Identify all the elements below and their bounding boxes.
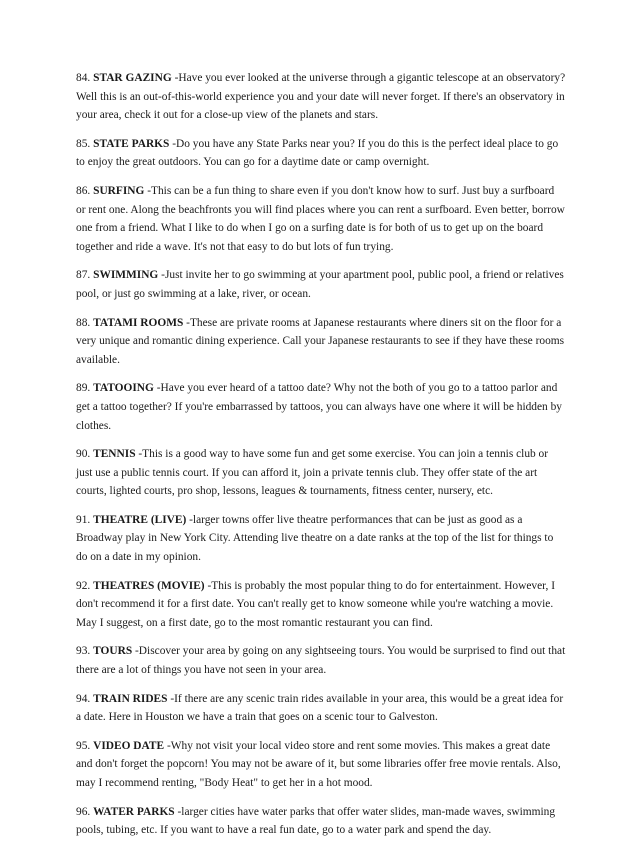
entry-text: -This is a good way to have some fun and get some exercise. You can join a tennis club or just use a public tennis court. If you can afford it, join a private tennis club. They offer state of the art courts, lighted courts, pro shop, lessons, leagues & tournaments, fitness center, nursery, etc. bbox=[76, 448, 549, 498]
entry-title: THEATRE (LIVE) bbox=[93, 513, 187, 526]
entry-88 bbox=[76, 314, 566, 370]
entry-text: -Have you ever heard of a tattoo date? Why not the both of you go to a tattoo parlor and get a tattoo together? If you're embarrassed by tattoos, you can always have one where it will be hidden by clothes. bbox=[76, 382, 562, 432]
entry-number: 87. bbox=[76, 269, 91, 282]
entry-text: -larger towns offer live theatre performances that can be just as good as a Broadway play in New York City. Attending live theatre on a date ranks at the top of the list for things to do on a date in my opinion. bbox=[76, 513, 554, 564]
entry-85 bbox=[76, 135, 566, 172]
entry-94 bbox=[76, 690, 566, 727]
entry-96 bbox=[76, 803, 566, 840]
entry-number: 93. bbox=[76, 645, 91, 658]
entry-text: -Why not visit your local video store and rent some movies. This makes a great date and don't forget the popcorn! You may not be aware of it, but some libraries offer free movie rentals. Also, may I recommend renting, "Body Heat" to get her in a hot mood. bbox=[76, 739, 561, 789]
entry-89 bbox=[76, 379, 566, 435]
entry-93 bbox=[76, 642, 566, 679]
entry-title: TATAMI ROOMS bbox=[93, 316, 184, 329]
entry-text: -This can be a fun thing to share even if you don't know how to surf. Just buy a surfboard or rent one. Along the beachfronts you will find places where you can rent a surfboard. Even better, borrow one from a friend. What I like to do when I go on a surfing date is for both of us to get up on the board together and ride a wave. It's not that easy to do but lots of fun trying. bbox=[76, 184, 565, 253]
entry-92 bbox=[76, 577, 566, 633]
entry-text: -larger cities have water parks that offer water slides, man-made waves, swimming pools, tubing, etc. If you want to have a real fun date, go to a water park and spend the day. bbox=[76, 805, 556, 837]
entry-number: 85. bbox=[76, 137, 91, 150]
entry-title: STATE PARKS bbox=[93, 137, 170, 150]
entry-text: -These are private rooms at Japanese restaurants where diners sit on the floor for a very unique and romantic dining experience. Call your Japanese restaurants to see if they have these rooms available. bbox=[76, 316, 565, 366]
entry-title: STAR GAZING bbox=[93, 72, 172, 84]
entry-text: -If there are any scenic train rides available in your area, this would be a great idea for a date. Here in Houston we have a train that goes on a scenic tour to Galveston. bbox=[76, 692, 564, 724]
entry-title: SURFING bbox=[93, 184, 145, 197]
entry-number: 92. bbox=[76, 579, 91, 592]
entry-95 bbox=[76, 737, 566, 793]
entry-title: TATOOING bbox=[93, 382, 154, 395]
entry-text: -This is probably the most popular thing to do for entertainment. However, I don't recommend it for a first date. You can't really get to know someone while you're watching a movie. May I suggest, on a first date, go to the most romantic restaurant you can find. bbox=[76, 579, 555, 629]
entry-number: 86. bbox=[76, 184, 91, 197]
entry-title: VIDEO DATE bbox=[93, 739, 165, 752]
entry-text: -Discover your area by going on any sightseeing tours. You would be surprised to find out that there are a lot of things you have not seen in your area. bbox=[76, 645, 566, 677]
entry-text: -Do you have any State Parks near you? If you do this is the perfect ideal place to go to enjoy the great outdoors. You can go for a daytime date or camp overnight. bbox=[76, 137, 559, 169]
entry-title: TRAIN RIDES bbox=[93, 692, 168, 705]
entry-91 bbox=[76, 511, 566, 567]
entry-number: 91. bbox=[76, 513, 91, 526]
document-page bbox=[76, 69, 566, 850]
entry-number: 89. bbox=[76, 382, 91, 395]
entry-number: 90. bbox=[76, 448, 91, 461]
entry-title: TENNIS bbox=[93, 448, 136, 461]
entry-number: 95. bbox=[76, 739, 91, 752]
entry-number: 94. bbox=[76, 692, 91, 705]
entry-number: 88. bbox=[76, 316, 91, 329]
entry-title: THEATRES (MOVIE) bbox=[93, 579, 205, 592]
entry-86 bbox=[76, 182, 566, 256]
entry-text: -Just invite her to go swimming at your apartment pool, public pool, a friend or relatives pool, or just go swimming at a lake, river, or ocean. bbox=[76, 269, 564, 300]
entry-title: SWIMMING bbox=[93, 269, 159, 282]
entry-number: 84. bbox=[76, 72, 91, 84]
entry-text: -Have you ever looked at the universe through a gigantic telescope at an observatory? Well this is an out-of-this-world experience you and your date will never forget. If there's an observatory in your area, check it out for a close-up view of the planets and stars. bbox=[76, 72, 566, 122]
entry-number: 96. bbox=[76, 805, 91, 818]
entry-87 bbox=[76, 266, 566, 303]
entry-title: TOURS bbox=[93, 645, 133, 658]
entry-84 bbox=[76, 69, 566, 125]
entry-90 bbox=[76, 445, 566, 501]
entry-title: WATER PARKS bbox=[93, 805, 175, 818]
